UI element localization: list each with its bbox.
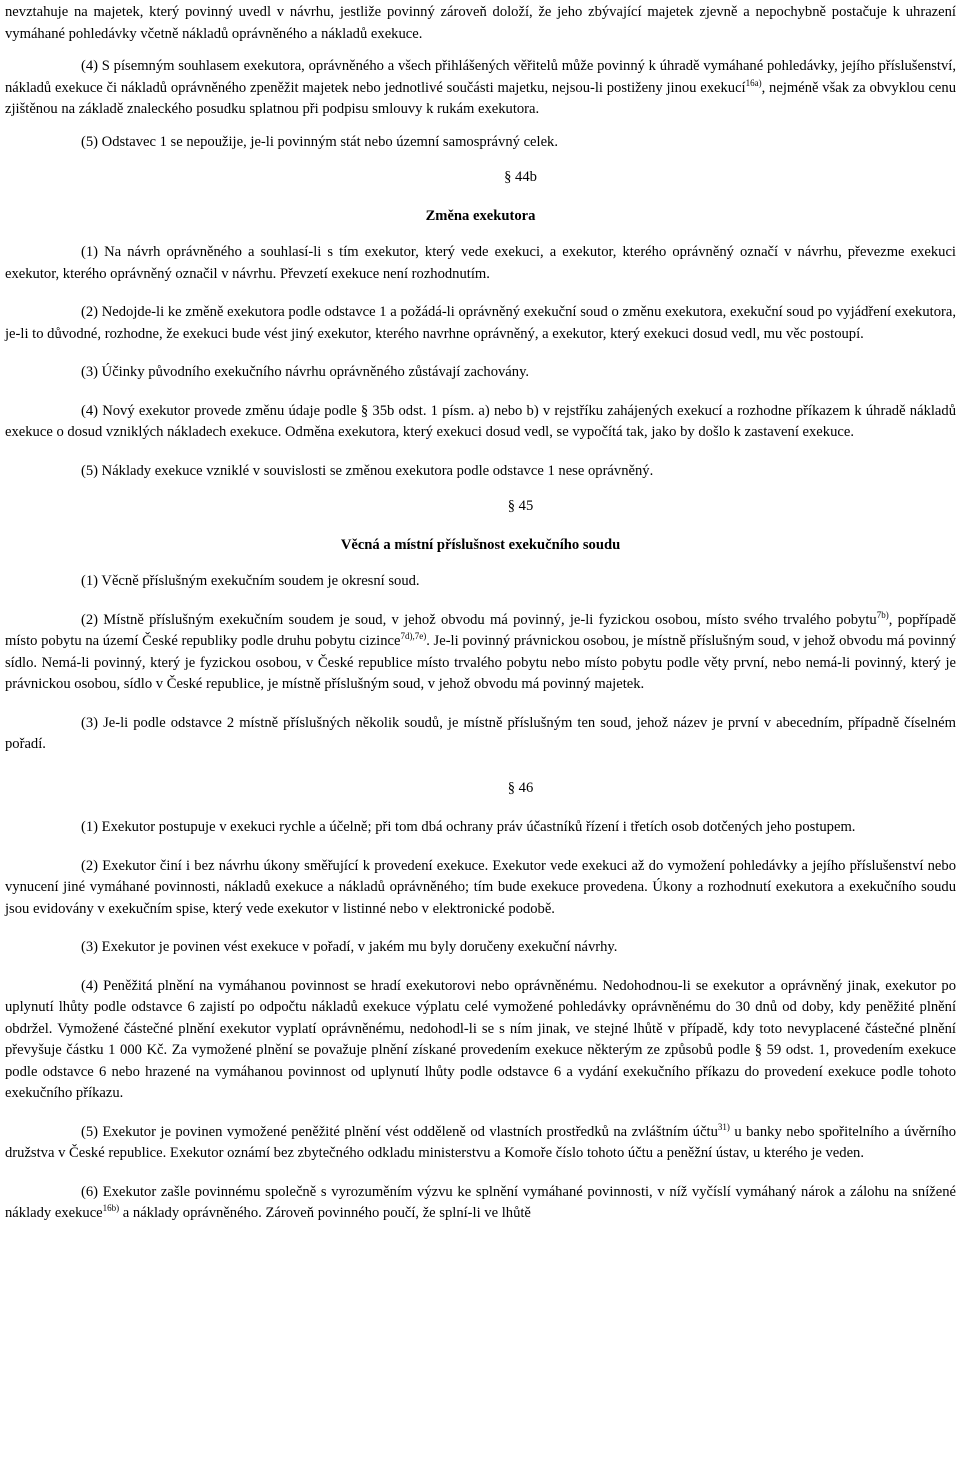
s46-paragraph-6-text: (6) Exekutor zašle povinnému společně s vyrozuměním výzvu ke splnění vymáhané povinnosti, v níž vyčíslí vymáhaný nárok a zálohu na snížené náklady exekuce bbox=[5, 1183, 956, 1221]
s45-paragraph-2-text-cont: , popřípadě místo pobytu na území České republiky podle druhu pobytu cizince bbox=[5, 611, 956, 649]
s44b-paragraph-2: (2) Nedojde-li ke změně exekutora podle odstavce 1 a požádá-li oprávněný exekuční soud o změnu exekutora, exekuční soud po vyjádření exekutora, je-li to důvodné, rozhodne, že exekuci bude vést jiný exekutor, kterého navrhne oprávněný, a exekutor, který exekuci dosud vedl, mu věc postoupí. bbox=[5, 304, 956, 342]
s44a-paragraph-4-text: (4) S písemným souhlasem exekutora, oprávněného a všech přihlášených věřitelů může povinný k úhradě vymáhané pohledávky, jejího příslušenství, nákladů exekuce či nákladů oprávněného zpeněžit majetek nebo jednotlivé součásti majetku, nejsou-li postiženy jinou exekucí bbox=[5, 58, 956, 96]
section-45-number: § 45 bbox=[507, 498, 534, 514]
s46-paragraph-3: (3) Exekutor je povinen vést exekuce v pořadí, v jakém mu byly doručeny exekuční návrhy. bbox=[81, 939, 618, 955]
footnote-ref: 7d),7e) bbox=[400, 631, 427, 642]
continued-paragraph: nevztahuje na majetek, který povinný uvedl v návrhu, jestliže povinný zároveň doloží, že jeho zbývající majetek zjevně a nepochybně postačuje k uhrazení vymáhané pohledávky včetně nákladů oprávněného a nákladů exekuce. bbox=[5, 4, 956, 42]
footnote-ref: 16a) bbox=[745, 77, 762, 88]
s44a-paragraph-4-text-cont: , nejméně však za obvyklou cenu zjištěnou na základě znaleckého posudku splatnou při podpisu smlouvy k rukám exekutora. bbox=[5, 79, 956, 117]
s46-paragraph-5-text: (5) Exekutor je povinen vymožené peněžité plnění vést odděleně od vlastních prostředků na zvláštním účtu bbox=[81, 1123, 718, 1140]
footnote-ref: 16b) bbox=[102, 1203, 120, 1214]
s44b-paragraph-4: (4) Nový exekutor provede změnu údaje podle § 35b odst. 1 písm. a) nebo b) v rejstříku zahájených exekucí a rozhodne příkazem k úhradě nákladů exekuce o dosud vzniklých nákladech exekuce. Odměna exekutora, který exekuci dosud vedl, se vypočítá tak, jako by došlo k zastavení exekuce. bbox=[5, 402, 956, 440]
s46-paragraph-4: (4) Peněžitá plnění na vymáhanou povinnost se hradí exekutorovi nebo oprávněnému. Nedohodnou-li se exekutor a oprávněný jinak, exekutor po uplynutí lhůty podle odstavce 6 zajistí po odpočtu nákladů exekuce výplatu celé vymožené pohledávky oprávněnému do 30 dnů od doby, kdy peněžité plnění obdržel. Vymožené částečné plnění exekutor vyplatí oprávněnému, nedohodl-li se s ním jinak, ve stejné lhůtě v případě, kdy toto nevyplacené částečné plnění převyšuje částku 1 000 Kč. Za vymožené plnění se považuje plnění získané provedením exekuce některým ze způsobů podle § 59 odst. 1, provedením exekuce podle odstavce 6 nebo hrazené na vymáhanou povinnost od uplynutí lhůty podle odstavce 6 a vydání exekučního příkazu do provedení exekuce podle tohoto exekučního příkazu. bbox=[5, 977, 956, 1101]
s45-paragraph-2-text: (2) Místně příslušným exekučním soudem je soud, v jehož obvodu má povinný, je-li fyzickou osobou, místo svého trvalého pobytu bbox=[81, 611, 877, 628]
s45-paragraph-2-text-end: . Je-li povinný právnickou osobou, je místně příslušným soud, v jehož obvodu má povinný sídlo. Nemá-li povinný, který je fyzickou osobou, v České republice místo trvalého pobytu nebo místo pobytu podle věty první, nebo nemá-li povinný, který je právnickou osobou, sídlo v České republice, je místně příslušným soud, v jehož obvodu má povinný majetek. bbox=[5, 633, 956, 692]
s46-paragraph-5 bbox=[5, 1122, 956, 1165]
footnote-ref: 7b) bbox=[876, 609, 889, 620]
s45-paragraph-3: (3) Je-li podle odstavce 2 místně příslušných několik soudů, je místně příslušným ten soud, jehož název je první v abecedním, případně číselném pořadí. bbox=[5, 714, 956, 752]
s44b-paragraph-1: (1) Na návrh oprávněného a souhlasí-li s tím exekutor, který vede exekuci, a exekutor, kterého oprávněný označí v návrhu, převezme exekuci exekutor, kterého oprávněný označil v návrhu. Převzetí exekuce není rozhodnutím. bbox=[5, 244, 956, 282]
s46-paragraph-2: (2) Exekutor činí i bez návrhu úkony směřující k provedení exekuce. Exekutor vede exekuci až do vymožení pohledávky a jejího příslušenství nebo vynucení jiné vymáhané povinnosti, nákladů exekuce a nákladů oprávněného; tím bude exekuce provedena. Úkony a rozhodnutí exekutora a exekučního soudu jsou evidovány v exekučním spise, který vede exekutor v listinné nebo v elektronické podobě. bbox=[5, 857, 956, 917]
s46-paragraph-5-text-cont: u banky nebo spořitelního a úvěrního družstva v České republice. Exekutor oznámí bez zbytečného odkladu ministerstvu a Komoře číslo tohoto účtu a peněžní ústav, u kterého je veden. bbox=[5, 1123, 956, 1161]
section-44b-number: § 44b bbox=[504, 169, 537, 185]
section-46-number: § 46 bbox=[507, 779, 534, 796]
s46-paragraph-6 bbox=[5, 1182, 956, 1225]
s45-paragraph-2 bbox=[5, 610, 956, 696]
s44a-paragraph-4 bbox=[5, 56, 956, 121]
footnote-ref: 31) bbox=[717, 1121, 730, 1132]
s45-paragraph-1: (1) Věcně příslušným exekučním soudem je okresní soud. bbox=[81, 573, 420, 589]
s44b-paragraph-3: (3) Účinky původního exekučního návrhu oprávněného zůstávají zachovány. bbox=[81, 364, 530, 380]
section-45-title: Věcná a místní příslušnost exekučního soudu bbox=[340, 536, 621, 553]
s46-paragraph-1: (1) Exekutor postupuje v exekuci rychle a účelně; při tom dbá ochrany práv účastníků řízení i třetích osob dotčených jeho postupem. bbox=[81, 819, 856, 835]
s44b-paragraph-5: (5) Náklady exekuce vzniklé v souvislosti se změnou exekutora podle odstavce 1 nese oprávněný. bbox=[81, 462, 654, 479]
s46-paragraph-6-text-cont: a náklady oprávněného. Zároveň povinného poučí, že splní-li ve lhůtě bbox=[119, 1205, 531, 1221]
s44a-paragraph-5: (5) Odstavec 1 se nepoužije, je-li povinným stát nebo územní samosprávný celek. bbox=[81, 133, 558, 150]
section-44b-title: Změna exekutora bbox=[425, 207, 536, 224]
